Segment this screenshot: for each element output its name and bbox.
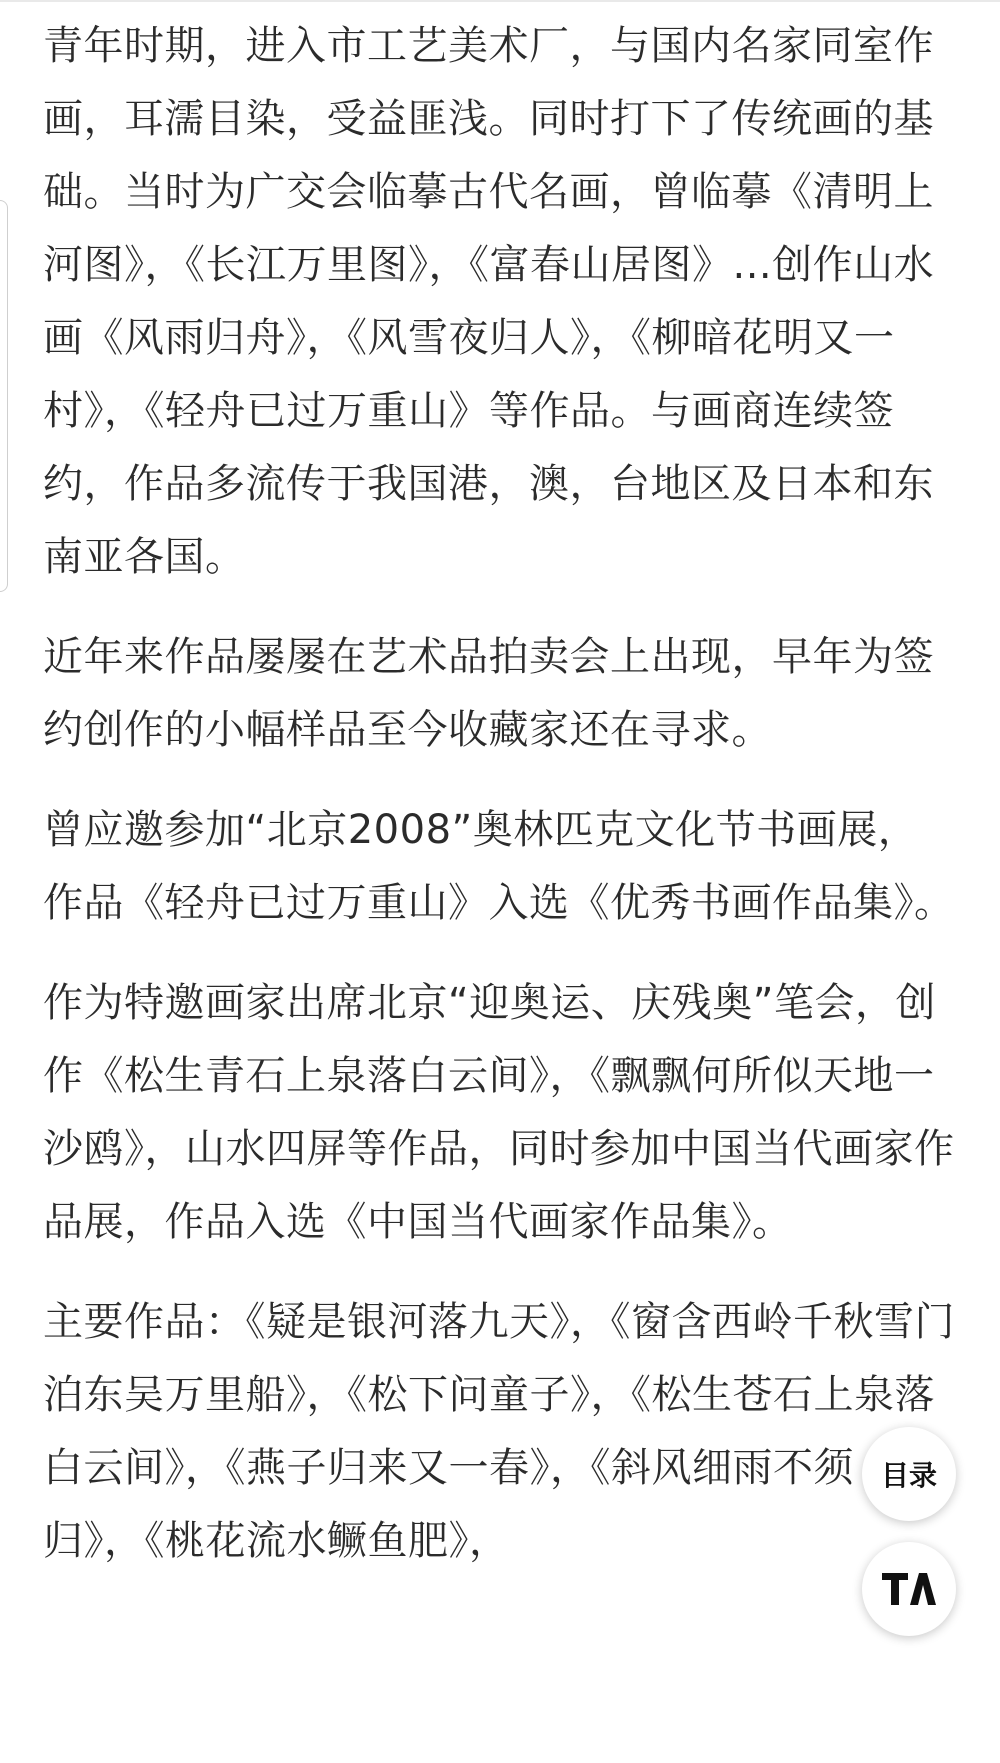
paragraph-auction: 近年来作品屡屡在艺术品拍卖会上出现，早年为签约创作的小幅样品至今收藏家还在寻求。: [43, 634, 934, 753]
ta-logo-icon: [880, 1569, 938, 1609]
toc-button[interactable]: [862, 1427, 956, 1521]
toc-button-label: 目录: [880, 1459, 937, 1492]
ta-button[interactable]: [862, 1542, 956, 1636]
paragraph-paralympic-event: 作为特邀画家出席北京“迎奥运、庆残奥”笔会，创作《松生青石上泉落白云间》，《飘飘何所似天地一沙鸥》，山水四屏等作品，同时参加中国当代画家作品展，作品入选《中国当代画家作品集》。: [43, 980, 955, 1245]
paragraph-olympic-exhibit: 曾应邀参加“北京2008”奥林匹克文化节书画展，作品《轻舟已过万重山》入选《优秀书画作品集》。: [43, 807, 955, 926]
top-divider: [0, 0, 1000, 2]
paragraph-youth: 青年时期，进入市工艺美术厂，与国内名家同室作画，耳濡目染，受益匪浅。同时打下了传统画的基础。当时为广交会临摹古代名画，曾临摹《清明上河图》，《长江万里图》，《富春山居图》...创作山水画《风雨归舟》，《风雪夜归人》，《柳暗花明又一村》，《轻舟已过万重山》等作品。与画商连续签约，作品多流传于我国港，澳，台地区及日本和东南亚各国。: [43, 23, 935, 580]
article-body: [43, 10, 955, 1605]
left-edge-handle[interactable]: [0, 200, 8, 592]
paragraph-major-works: 主要作品：《疑是银河落九天》，《窗含西岭千秋雪门泊东吴万里船》，《松下问童子》，《松生苍石上泉落白云间》，《燕子归来又一春》，《斜风细雨不须归》，《桃花流水鳜鱼肥》，: [43, 1299, 955, 1564]
